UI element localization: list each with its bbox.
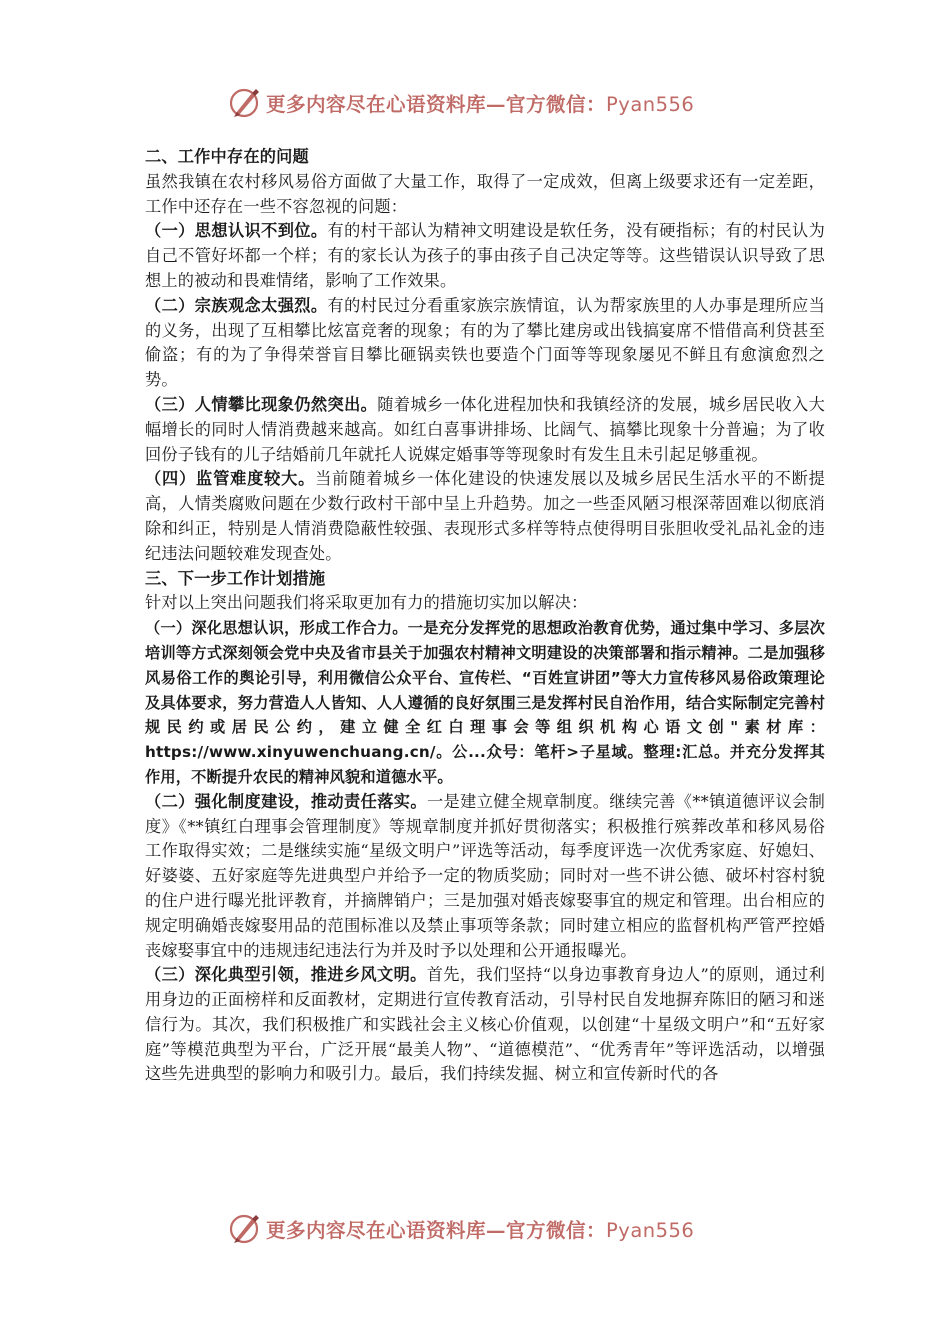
item-title: （二）强化制度建设，推动责任落实。	[145, 791, 427, 811]
item-title: （二）宗族观念太强烈。	[145, 295, 328, 315]
watermark-text: 更多内容尽在心语资料库—官方微信：Pyan556	[266, 1219, 695, 1242]
paragraph	[145, 393, 825, 467]
item-body: 随着城乡一体化进程加快和我镇经济的发展，城乡居民收入大幅增长的同时人情消费越来越高。如红白喜事讲排场、比阔气、搞攀比现象十分普遍；为了收回份子钱有的儿子结婚前几年就托人说媒定婚事等等现象时有发生且未引起足够重视。	[145, 394, 825, 464]
header-watermark	[228, 86, 694, 120]
paragraph: 针对以上突出问题我们将采取更加有力的措施切实加以解决：	[145, 593, 588, 613]
item-body: 有的村干部认为精神文明建设是软任务，没有硬指标；有的村民认为自己不管好坏都一个样；有的家长认为孩子的事由孩子自己决定等等。这些错误认识导致了思想上的被动和畏难情绪，影响了工作效果。	[145, 221, 826, 290]
paragraph: 虽然我镇在农村移风易俗方面做了大量工作，取得了一定成效，但离上级要求还有一定差距，工作中还存在一些不容忽视的问题：	[145, 171, 825, 216]
item-title: （三）深化典型引领，推进乡风文明。	[145, 965, 427, 985]
item-body: 一是建立健全规章制度。继续完善《**镇道德评议会制度》《**镇红白理事会管理制度》等规章制度并抓好贯彻落实；积极推行殡葬改革和移风易俗工作取得实效；二是继续实施“星级文明户”评选等活动，每季度评选一次优秀家庭、好媳妇、好婆婆、五好家庭等先进典型户并给予一定的物质奖励；同时对一些不讲公德、破坏村容村貌的住户进行曝光批评教育，并摘牌销户；三是加强对婚丧嫁娶事宜的规定和管理。出台相应的规定明确婚丧嫁娶用品的范围标准以及禁止事项等条款；同时建立相应的监督机构严管严控婚丧嫁娶事宜中的违规违纪违法行为并及时予以处理和公开通报曝光。	[145, 791, 825, 960]
paragraph	[145, 219, 825, 293]
footer-watermark	[228, 1212, 694, 1246]
paragraph	[145, 963, 825, 1087]
section-heading: 二、工作中存在的问题	[145, 147, 309, 166]
item-title: （三）人情攀比现象仍然突出。	[145, 394, 378, 414]
paragraph	[145, 467, 825, 566]
item-body: 当前随着城乡一体化建设的快速发展以及城乡居民生活水平的不断提高，人情类腐败问题在少数行政村干部中呈上升趋势。加之一些歪风陋习根深蒂固难以彻底消除和纠正，特别是人情消费隐蔽性较强、表现形式多样等特点使得明目张胆收受礼品礼金的违纪违法问题较难发现查处。	[145, 469, 825, 563]
document-body	[145, 145, 825, 1087]
item-title: （一）思想认识不到位。	[145, 221, 328, 241]
item-title: （四）监管难度较大。	[145, 469, 316, 489]
paragraph	[145, 790, 825, 964]
section-heading: 三、下一步工作计划措施	[145, 568, 326, 588]
pen-logo-icon	[228, 1212, 262, 1246]
paragraph: （一）深化思想认识，形成工作合力。一是充分发挥党的思想政治教育优势，通过集中学习、多层次培训等方式深刻领会党中央及省市县关于加强农村精神文明建设的决策部署和指示精神。二是加强移风易俗工作的舆论引导，利用微信公众平台、宣传栏、“百姓宣讲团”等大力宣传移风易俗政策理论及具体要求，努力营造人人皆知、人人遵循的良好氛围三是发挥村民自治作用，结合实际制定完善村规民约或居民公约，建立健全红白理事会等组织机构心语文创"素材库：https://www.xinyuwenchuang.cn/。公...众号：笔杆>子星域。整理:汇总。并充分发挥其作用，不断提升农民的精神风貌和道德水平。	[145, 619, 825, 786]
watermark-text: 更多内容尽在心语资料库—官方微信：Pyan556	[266, 93, 695, 116]
pen-logo-icon	[228, 86, 262, 120]
paragraph	[145, 294, 825, 393]
item-body: 有的村民过分看重家族宗族情谊，认为帮家族里的人办事是理所应当的义务，出现了互相攀比炫富竞奢的现象；有的为了攀比建房或出钱搞宴席不惜借高利贷甚至偷盗；有的为了争得荣誉盲目攀比砸锅卖铁也要造个门面等等现象屡见不鲜且有愈演愈烈之势。	[145, 295, 826, 390]
item-body: 首先，我们坚持“以身边事教育身边人”的原则，通过利用身边的正面榜样和反面教材，定期进行宣传教育活动，引导村民自发地摒弃陈旧的陋习和迷信行为。其次，我们积极推广和实践社会主义核心价值观，以创建“十星级文明户”和“五好家庭”等模范典型为平台，广泛开展“最美人物”、“道德模范”、“优秀青年”等评选活动，以增强这些先进典型的影响力和吸引力。最后，我们持续发掘、树立和宣传新时代的各	[145, 965, 825, 1084]
